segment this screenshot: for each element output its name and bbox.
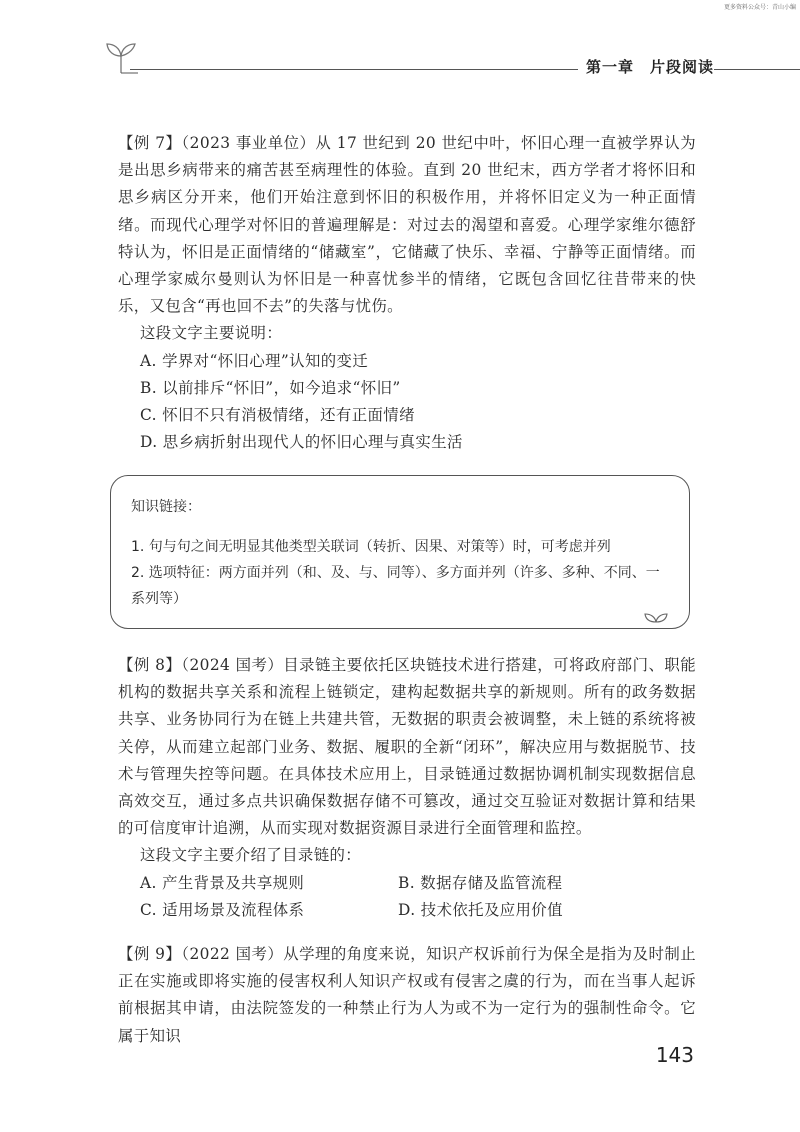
example-9-text xyxy=(118,941,696,1050)
page-number: 143 xyxy=(655,1043,694,1067)
example-8-label: 【例 8】 xyxy=(118,656,182,674)
example-8-question: 这段文字主要介绍了目录链的： xyxy=(140,846,362,865)
example-9-body: （2022 国考）从学理的角度来说，知识产权诉前行为保全是指为及时制止正在实施或即将实施的侵害权利人知识产权或有侵害之虞的行为，而在当事人起诉前根据其申请，由法院签发的一种禁止行为人为或不为一定行为的强制性命令。它属于知识 xyxy=(118,945,696,1045)
knowledge-title: 知识链接： xyxy=(131,499,201,515)
knowledge-item-1: 1. 句与句之间无明显其他类型关联词（转折、因果、对策等）时，可考虑并列 xyxy=(131,539,611,555)
leaf-icon xyxy=(643,612,669,624)
example-8-option-b: B. 数据存储及监管流程 xyxy=(398,873,563,892)
example-8-option-d: D. 技术依托及应用价值 xyxy=(398,900,563,919)
chapter-title: 第一章 片段阅读 xyxy=(578,56,714,77)
example-9-label: 【例 9】 xyxy=(118,945,182,963)
watermark: 更多资料公众号：青山小编 xyxy=(723,4,796,11)
example-7-option-d: D. 思乡病折射出现代人的怀旧心理与真实生活 xyxy=(140,433,463,452)
example-7-option-a: A. 学界对“怀旧心理”认知的变迁 xyxy=(140,351,369,370)
example-8-body: （2024 国考）目录链主要依托区块链技术进行搭建，可将政府部门、职能机构的数据共享关系和流程上链锁定，建构起数据共享的新规则。所有的政务数据共享、业务协同行为在链上共建共管，无数据的职责会被调整，未上链的系统将被关停，从而建立起部门业务、数据、履职的全新“闭环”，解决应用与数据脱节、技术与管理失控等问题。在具体技术应用上，目录链通过数据协调机制实现数据信息高效交互，通过多点共识确保数据存储不可篡改，通过交互验证对数据计算和结果的可信度审计追溯，从而实现对数据资源目录进行全面管理和监控。 xyxy=(118,656,696,838)
example-7-option-c: C. 怀旧不只有消极情绪，还有正面情绪 xyxy=(140,406,415,425)
example-7-text xyxy=(118,130,696,320)
example-8-options-row-1 xyxy=(118,870,696,897)
knowledge-box xyxy=(110,475,690,629)
example-7-label: 【例 7】 xyxy=(118,134,182,152)
example-7-option-b: B. 以前排斥“怀旧”，如今追求“怀旧” xyxy=(140,378,401,397)
example-7-question: 这段文字主要说明： xyxy=(140,324,283,343)
example-8-text xyxy=(118,652,696,842)
example-8-options-row-2 xyxy=(118,897,696,924)
example-9 xyxy=(118,941,696,1050)
example-7-body: （2023 事业单位）从 17 世纪到 20 世纪中叶，怀旧心理一直被学界认为是出思乡病带来的痛苦甚至病理性的体验。直到 20 世纪末，西方学者才将怀旧和思乡病区分开来，他们开始注意到怀旧的积极作用，并将怀旧定义为一种正面情绪。而现代心理学对怀旧的普遍理解是：对过去的渴望和喜爱。心理学家维尔德舒特认为，怀旧是正面情绪的“储藏室”，它储藏了快乐、幸福、宁静等正面情绪。而心理学家威尔曼则认为怀旧是一种喜忧参半的情绪，它既包含回忆往昔带来的快乐，又包含“再也回不去”的失落与忧伤。 xyxy=(118,134,696,316)
example-8-option-c: C. 适用场景及流程体系 xyxy=(140,900,305,919)
knowledge-item-2: 2. 选项特征：两方面并列（和、及、与、同等）、多方面并列（许多、多种、不同、一系列等） xyxy=(131,565,660,607)
example-7 xyxy=(118,130,696,456)
example-8-option-a: A. 产生背景及共享规则 xyxy=(140,873,305,892)
example-8 xyxy=(118,652,696,924)
